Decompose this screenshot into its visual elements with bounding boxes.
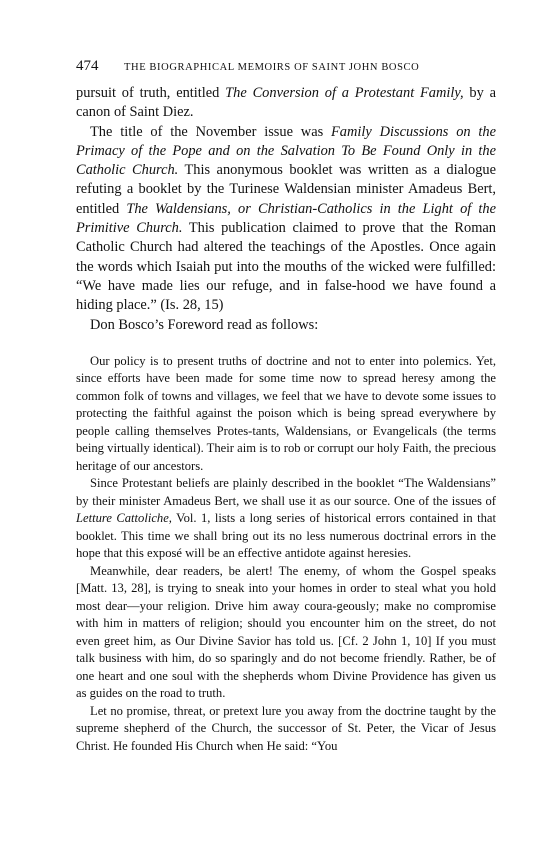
quote-paragraph-1: Our policy is to present truths of doctrine and not to enter into polemics. Yet, since efforts have been made for some time now to spread heresy among the common folk of towns and villages, we feel that we have to devote some issues to protecting the faithful against the poison which is being spread everywhere by people calling themselves Protes-tants, Waldensians, or Evangelicals (the terms being virtually identical). Their aim is to rob or corrupt our holy Faith, the precious heritage of our ancestors. <box>76 353 496 473</box>
paragraph-2: The title of the November issue was Family Discussions on the Primacy of the Pope and on the Salvation To Be Found Only in the Catholic Church. This anonymous booklet was written as a dialogue refuting a booklet by the Turinese Waldensian minister Amadeus Bert, entitled The Waldensians, or Christian-Catholics in the Light of the Primitive Church. This publication claimed to prove that the Roman Catholic Church had altered the teachings of the Apostles. Once again the words which Isaiah put into the mouths of the wicked were fulfilled: “We have made lies our refuge, and in false-hood we have found a hiding place.” (Is. 28, 15) <box>76 123 496 314</box>
page-number: 474 <box>76 58 99 74</box>
italic-title: The Waldensians, or Christian-Catholics in the Light of the Primitive Church. <box>76 200 496 237</box>
italic-title: Letture Cattoliche, <box>76 511 172 526</box>
running-head <box>76 58 496 82</box>
paragraph-1: pursuit of truth, entitled The Conversion of a Protestant Family, by a canon of Saint Diez. <box>76 85 496 121</box>
body-text <box>76 84 496 335</box>
quote-paragraph-4: Let no promise, threat, or pretext lure you away from the doctrine taught by the supreme shepherd of the Church, the successor of St. Peter, the Vicar of Jesus Christ. He founded His Church when He said: “You <box>76 703 496 753</box>
quote-paragraph-3: Meanwhile, dear readers, be alert! The enemy, of whom the Gospel speaks [Matt. 13, 28], is trying to sneak into your homes in order to steal what you hold most dear—your religion. Drive him away coura-geously; make no compromise with him in matters of religion; should you encounter him on the street, do not even greet him, as Our Divine Savior has told us. [Cf. 2 John 1, 10] If you must talk business with him, do so sparingly and do not become friendly. Rather, be of one heart and one soul with the shepherds whom Divine Providence has given us as guides on the road to truth. <box>76 563 496 701</box>
book-page <box>76 58 496 755</box>
running-title: THE BIOGRAPHICAL MEMOIRS OF SAINT JOHN BOSCO <box>124 62 420 73</box>
italic-title: The Conversion of a Protestant Family, <box>225 85 464 101</box>
quote-paragraph-2: Since Protestant beliefs are plainly described in the booklet “The Waldensians” by their minister Amadeus Bert, we shall use it as our source. One of the issues of Letture Cattoliche, Vol. 1, lists a long series of historical errors contained in that booklet. This time we shall bring out its no less numerous doctrinal errors in the hope that this exposé will be an effective antidote against heresies. <box>76 476 496 561</box>
italic-title: Family Discussions on the Primacy of the Pope and on the Salvation To Be Found Only in the Catholic Church. <box>76 123 496 179</box>
foreword-quote <box>76 353 496 756</box>
paragraph-3: Don Bosco’s Foreword read as follows: <box>90 316 319 333</box>
